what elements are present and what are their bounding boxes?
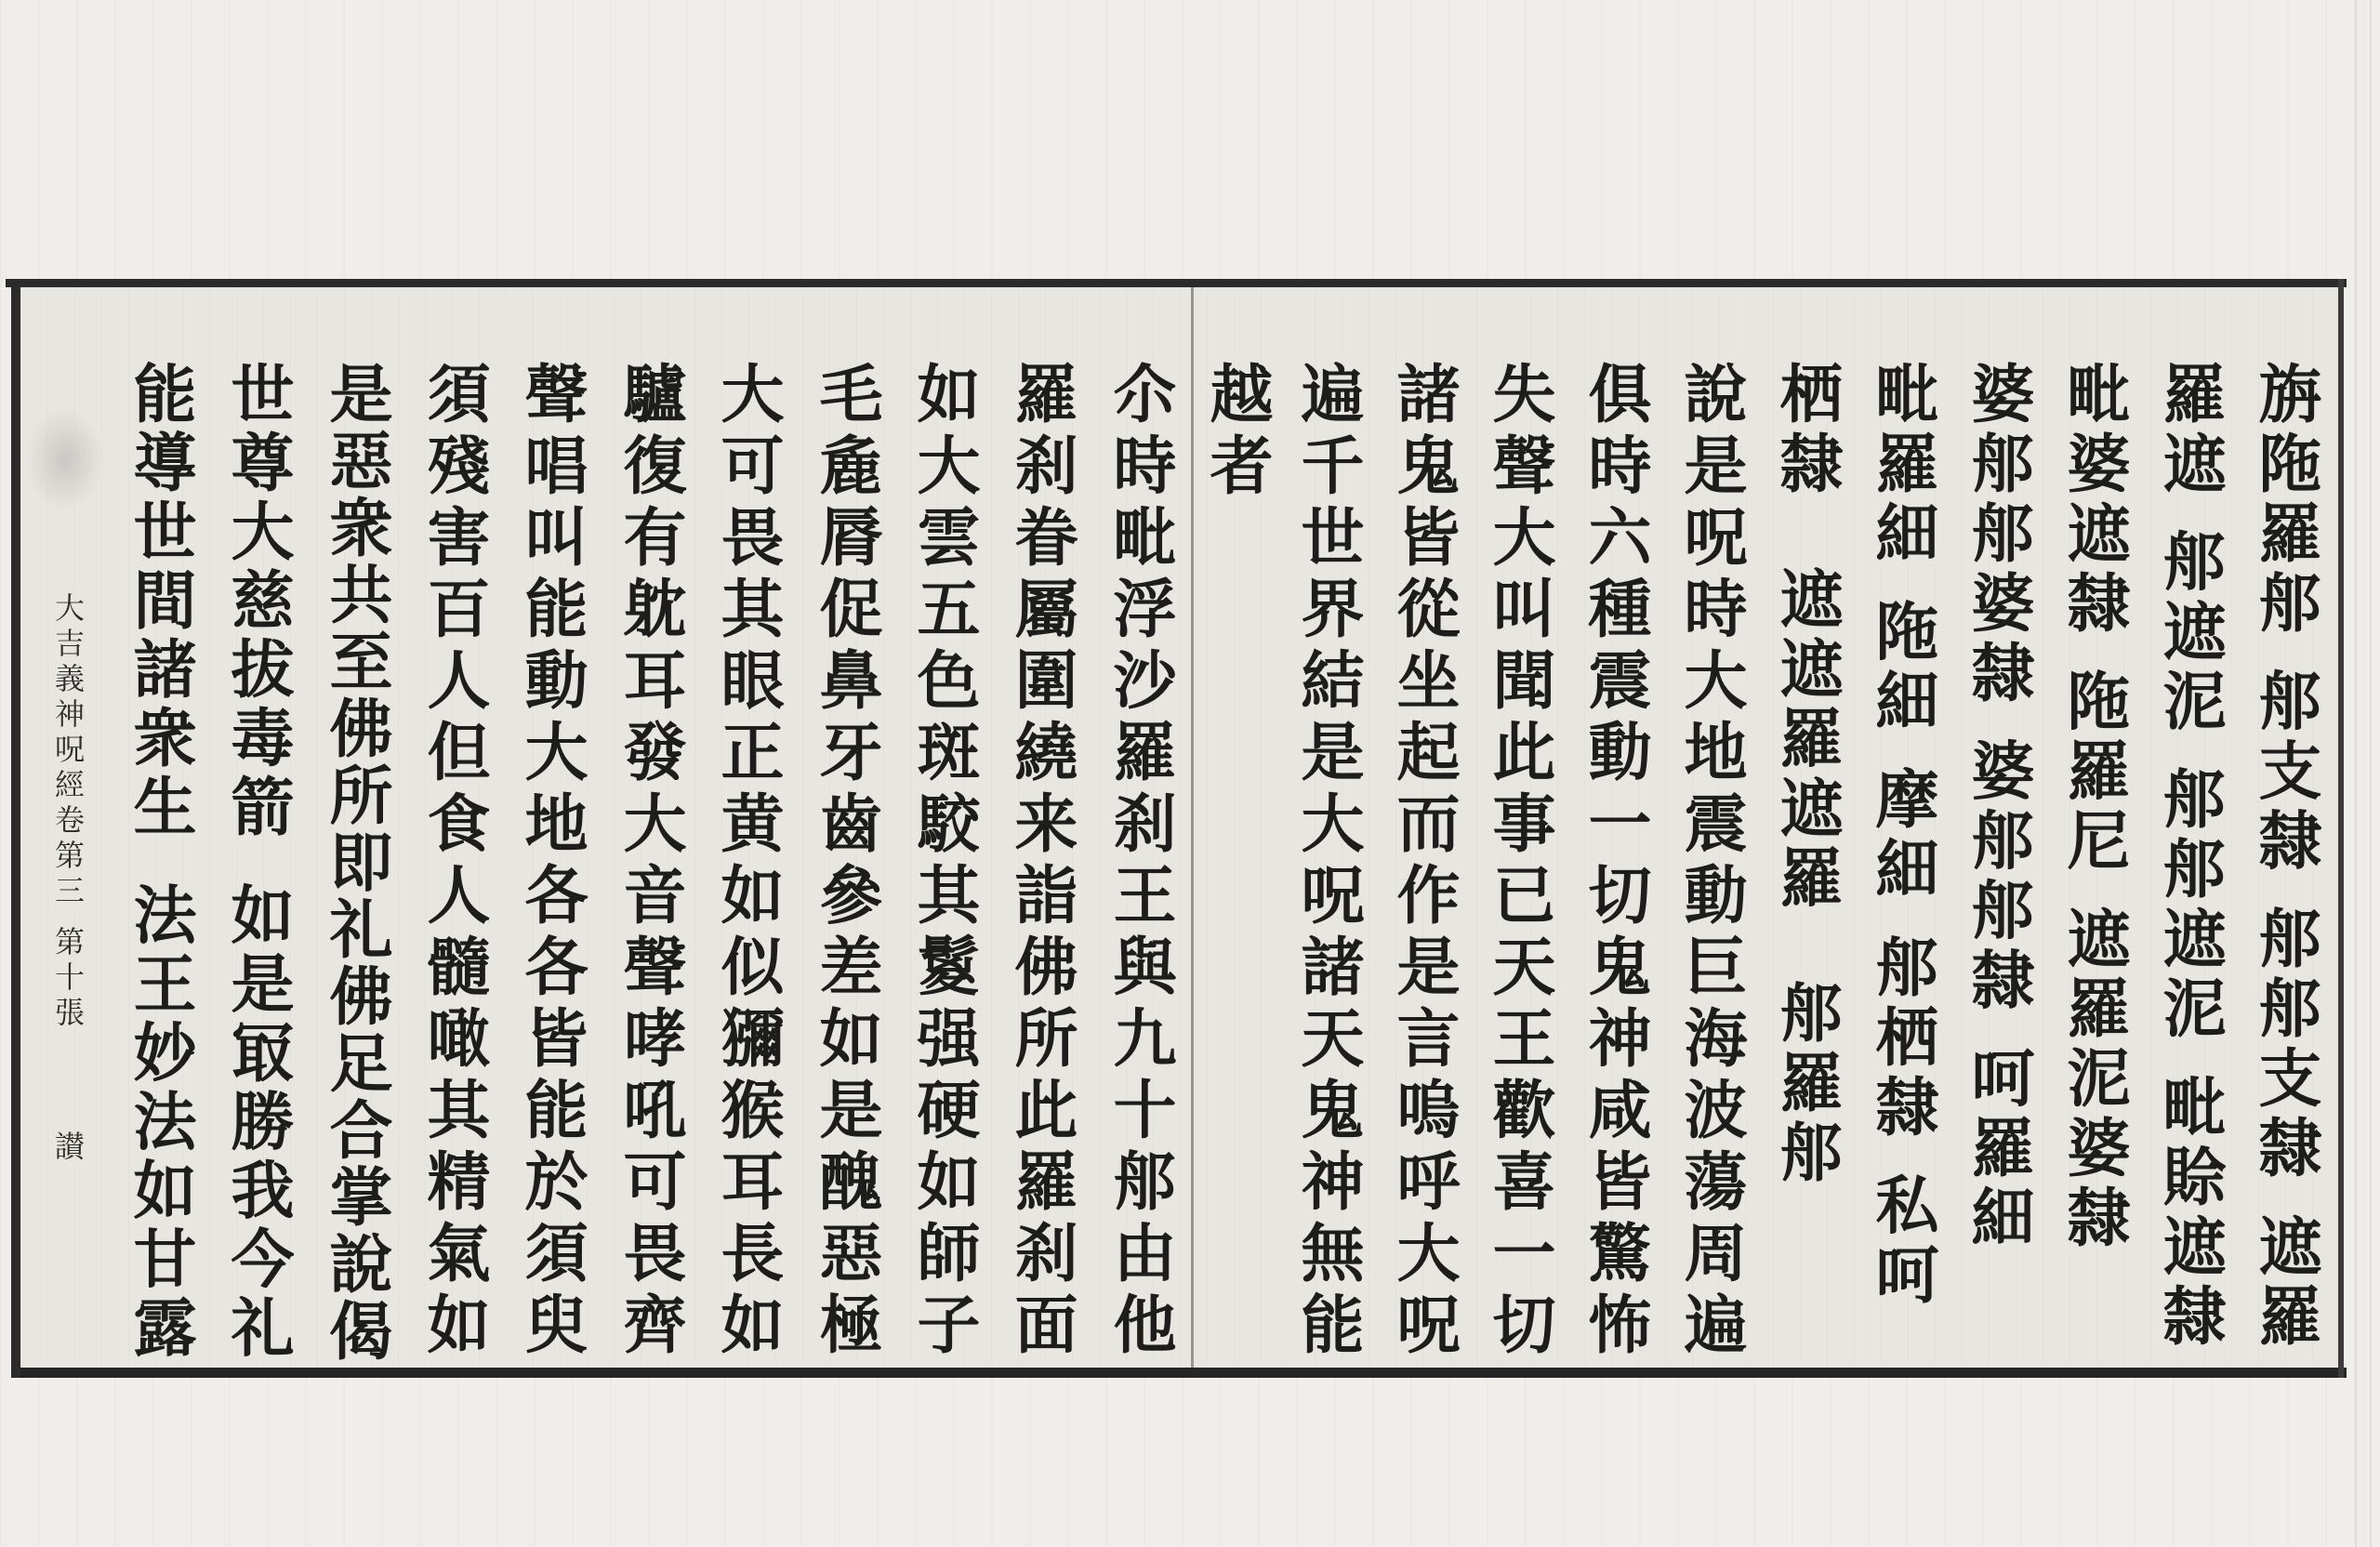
text-column-right-12: 越者 [1199, 361, 1274, 504]
paper-edge-crease [2370, 0, 2372, 1547]
text-column-left-9: 是惡衆共至佛所即礼佛足合掌說偈 [319, 361, 393, 1365]
margin-sheet-number: 第十張 [50, 926, 86, 1032]
text-column-right-9: 失聲大叫聞此事已天王歡喜一切 [1482, 361, 1556, 1363]
paper-edge-crease [2355, 0, 2357, 1547]
text-column-right-10: 諸鬼皆從坐起而作是言嗚呼大呪 [1386, 361, 1461, 1363]
text-column-left-8: 須殘害百人但食人髓噉其精氣如 [416, 361, 491, 1363]
text-column-left-7: 聲唱叫能動大地各各皆能於須臾 [514, 361, 588, 1363]
ink-smudge [26, 407, 104, 511]
text-column-right-11: 遍千世界結是大呪諸天鬼神無能 [1290, 361, 1365, 1363]
center-fold-line [1191, 287, 1194, 1368]
verse-column-left-10: 世尊大慈拔毒箭 如是冣勝我今礼 [220, 361, 295, 1364]
page-border-right [2338, 279, 2344, 1378]
text-column-left-2: 羅刹眷屬圍繞来詣佛所此羅刹面 [1004, 361, 1078, 1363]
text-column-left-3: 如大雲五色斑駮其鬉强硬如師子 [906, 361, 981, 1363]
verse-column-left-11: 能導世間諸衆生 法王妙法如甘露 [123, 361, 197, 1364]
page-border-top [6, 279, 2347, 287]
text-column-right-4: 婆郍郍婆隸 婆郍郍隸 呵羅細 [1961, 361, 2035, 1255]
text-column-left-6: 驢復有躭耳發大音聲哮吼可畏齊 [613, 361, 687, 1363]
text-column-right-1: 旃陁羅郍 郍支隸 郍郍支隸 遮羅 [2248, 361, 2322, 1354]
text-column-right-8: 俱時六種震動一切鬼神咸皆驚怖 [1578, 361, 1652, 1363]
margin-mark: 讃 [50, 1130, 86, 1166]
page-border-left [11, 279, 20, 1378]
text-column-left-1: 尒時毗浮沙羅刹王與九十郍由他 [1103, 361, 1177, 1363]
text-column-right-7: 說是呪時大地震動巨海波蕩周遍 [1673, 361, 1748, 1363]
text-column-left-4: 毛麁脣促鼻牙齒參差如是醜惡極 [809, 361, 883, 1363]
text-column-left-5: 大可畏其眼正黄如似獼猴耳長如 [710, 361, 785, 1363]
text-column-right-6: 栖隸 遮遮羅遮羅 郍羅郍 [1769, 361, 1844, 1190]
text-column-right-2: 羅遮 郍遮泥 郍郍遮泥 毗賒遮隸 [2152, 361, 2227, 1354]
text-column-right-5: 毗羅細 陁細 摩細 郍栖隸 私呵 [1865, 361, 1939, 1312]
text-column-right-3: 毗婆遮隸 陁羅尼 遮羅泥婆隸 [2056, 361, 2131, 1255]
margin-sutra-title: 大吉義神呪經卷第三 [50, 592, 86, 910]
